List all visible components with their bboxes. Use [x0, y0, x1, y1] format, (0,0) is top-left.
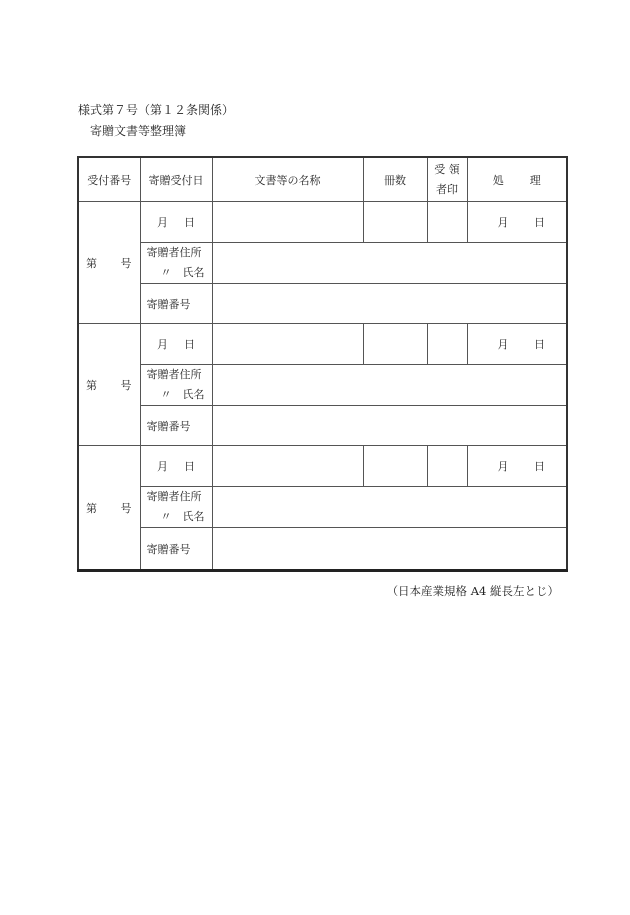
date-cell[interactable]: [140, 446, 212, 487]
donor-info-cell[interactable]: [212, 487, 567, 528]
proc-month-label: 月: [497, 216, 509, 229]
entry-row-date: [78, 202, 567, 243]
header-row: [78, 157, 567, 202]
header-processing-a: 処: [492, 173, 504, 187]
header-receipt-no: 受付番号: [78, 157, 140, 202]
seq-suffix: 号: [120, 378, 132, 392]
entry-row-donor: [78, 243, 567, 284]
donation-no-label: 寄贈番号: [140, 406, 212, 446]
entry-row-donor: [78, 487, 567, 528]
seq-suffix: 号: [120, 256, 132, 270]
entry-row-donation-no: [78, 406, 567, 446]
seq-suffix: 号: [120, 501, 132, 515]
doc-name-cell[interactable]: [212, 446, 363, 487]
header-seal-line1: 受 領: [434, 162, 460, 176]
donor-name-label-line: [141, 507, 212, 527]
day-label: 日: [184, 338, 195, 351]
day-label: 日: [184, 460, 195, 473]
paper-size-note: （日本産業規格 A4 縦長左とじ）: [386, 584, 559, 598]
processing-cell[interactable]: [467, 324, 567, 365]
form-label: 様式第７号（第１２条関係）: [78, 103, 235, 117]
header-donation-date: 寄贈受付日: [140, 157, 212, 202]
volumes-cell[interactable]: [363, 446, 427, 487]
ditto-mark: 〃: [160, 510, 172, 523]
date-cell[interactable]: [140, 202, 212, 243]
seal-cell[interactable]: [427, 202, 467, 243]
entry-row-donation-no: [78, 284, 567, 324]
processing-cell[interactable]: [467, 446, 567, 487]
seq-prefix: 第: [86, 256, 97, 270]
month-label: 月: [157, 216, 168, 229]
entry-row-donor: [78, 365, 567, 406]
seq-cell: [78, 446, 140, 571]
month-label: 月: [157, 338, 168, 351]
month-label: 月: [157, 460, 168, 473]
donor-label-cell: [140, 365, 212, 406]
proc-month-label: 月: [497, 460, 509, 473]
header-seal: [427, 157, 467, 202]
volumes-cell[interactable]: [363, 202, 427, 243]
seq-cell: [78, 202, 140, 324]
donor-label-cell: [140, 243, 212, 284]
register-title: 寄贈文書等整理簿: [90, 124, 187, 138]
seq-cell: [78, 324, 140, 446]
donor-name-label: 氏名: [182, 388, 205, 401]
donor-name-label: 氏名: [182, 510, 205, 523]
donor-address-label: 寄贈者住所: [146, 490, 202, 503]
donor-label-cell: [140, 487, 212, 528]
entry-row-date: [78, 446, 567, 487]
donation-no-cell[interactable]: [212, 406, 567, 446]
header-processing-b: 理: [529, 173, 541, 187]
donor-info-cell[interactable]: [212, 365, 567, 406]
proc-day-label: 日: [534, 338, 545, 351]
header-volumes: 冊数: [363, 157, 427, 202]
day-label: 日: [184, 216, 195, 229]
doc-name-cell[interactable]: [212, 324, 363, 365]
donor-name-label-line: [141, 263, 212, 283]
seal-cell[interactable]: [427, 446, 467, 487]
proc-day-label: 日: [534, 460, 545, 473]
donation-no-cell[interactable]: [212, 284, 567, 324]
ditto-mark: 〃: [160, 388, 172, 401]
header-processing: [467, 157, 567, 202]
processing-cell[interactable]: [467, 202, 567, 243]
doc-name-cell[interactable]: [212, 202, 363, 243]
donor-name-label: 氏名: [182, 266, 205, 279]
seq-prefix: 第: [86, 501, 97, 515]
donation-no-cell[interactable]: [212, 528, 567, 571]
date-cell[interactable]: [140, 324, 212, 365]
volumes-cell[interactable]: [363, 324, 427, 365]
seal-cell[interactable]: [427, 324, 467, 365]
header-seal-line2: 者印: [436, 182, 458, 196]
donor-name-label-line: [141, 385, 212, 405]
seq-prefix: 第: [86, 378, 97, 392]
entry-row-donation-no: [78, 528, 567, 571]
donor-address-label: 寄贈者住所: [146, 246, 202, 259]
header-doc-name: 文書等の名称: [212, 157, 363, 202]
entry-row-date: [78, 324, 567, 365]
donor-address-label: 寄贈者住所: [146, 368, 202, 381]
donor-info-cell[interactable]: [212, 243, 567, 284]
proc-month-label: 月: [497, 338, 509, 351]
donation-no-label: 寄贈番号: [140, 528, 212, 571]
ditto-mark: 〃: [160, 266, 172, 279]
proc-day-label: 日: [534, 216, 545, 229]
donation-no-label: 寄贈番号: [140, 284, 212, 324]
donation-register-table: [77, 156, 568, 572]
